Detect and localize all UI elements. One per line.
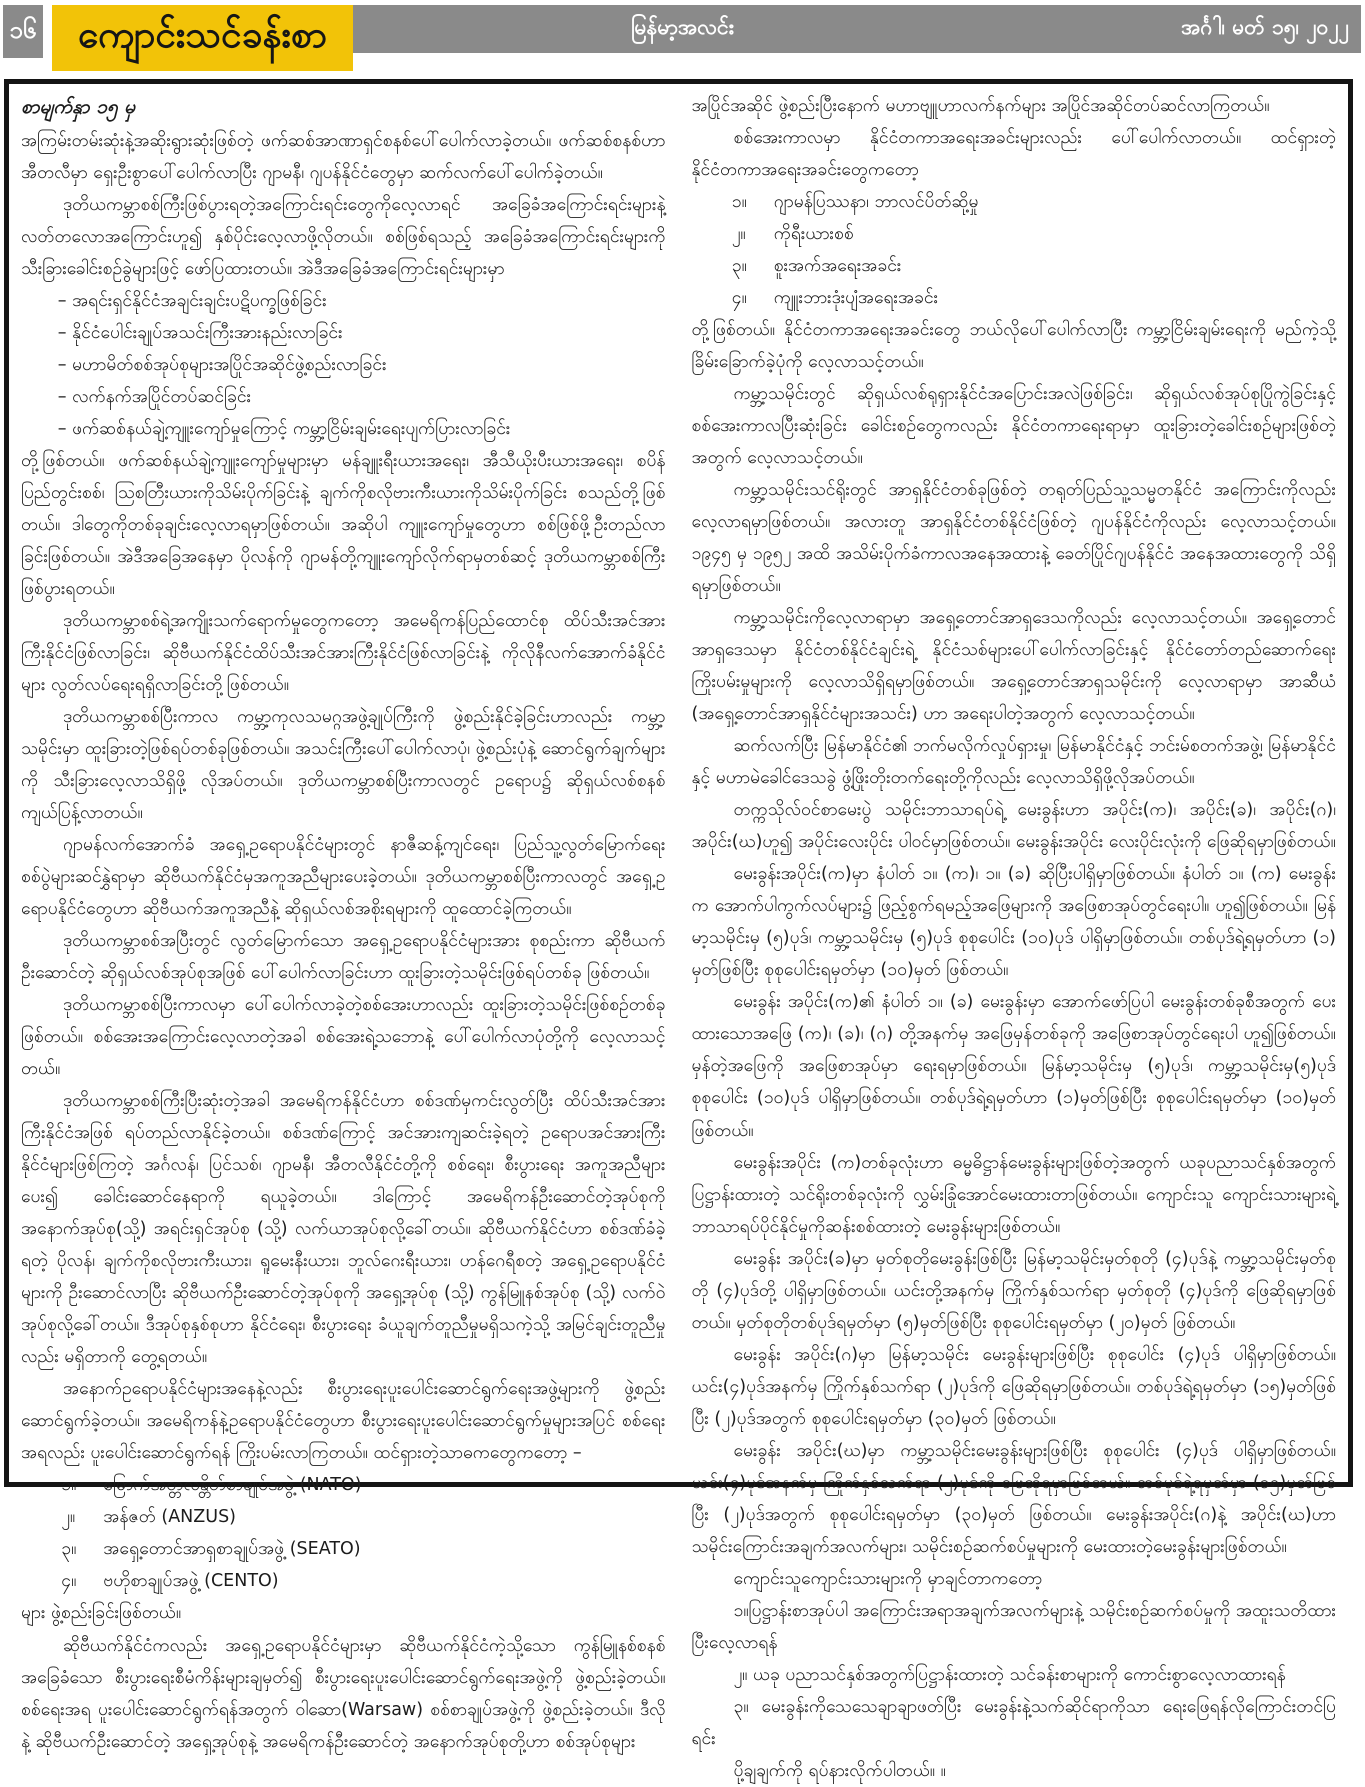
list-item [692, 218, 1337, 250]
text-run: စူးအက်အရေးအခင်း [773, 256, 902, 277]
text-run: ဆက်လက်ပြီး မြန်မာနိုင်ငံ၏ ဘက်မလိုက်လှုပ်ရှားမှု၊ မြန်မာနိုင်ငံနှင့် ဘင်းမ်စတက်အဖွဲ့၊ မြန်မာနိုင်ငံနှင့် မဟာမဲခေါင်ဒေသခွဲ ဖွံ့ဖြိုးတိုးတက်ရေးတို့ကိုလည်း လေ့လာသိရှိဖို့လိုအပ်တယ်။ [691, 736, 1336, 789]
paragraph [692, 602, 1337, 730]
list-item [21, 1469, 666, 1501]
paragraph [21, 1085, 666, 1373]
newspaper-name: မြန်မာ့အလင်း [631, 14, 734, 39]
paragraph [21, 701, 666, 829]
paragraph [692, 474, 1337, 602]
list-item [21, 1533, 666, 1565]
right-column [691, 90, 1337, 1781]
list-item [21, 285, 666, 317]
paragraph [692, 794, 1337, 858]
paragraph [692, 1339, 1337, 1435]
paragraph [21, 445, 666, 605]
paragraph [692, 314, 1337, 378]
text-run: အနောက်ဥရောပနိုင်ငံများအနေနဲ့လည်း စီးပွားရေးပူးပေါင်းဆောင်ရွက်ရေးအဖွဲ့များကို ဖွဲ့စည်းဆောင်ရွက်ခဲ့တယ်။ အမေရိကန်နဲ့ဥရောပနိုင်ငံတွေဟာ စီးပွားရေးပူးပေါင်းဆောင်ရွက်မှုများအပြင် စစ်ရေးအရလည်း ပူးပေါင်းဆောင်ရွက်ရန် ကြိုးပမ်းလာကြတယ်။ ထင်ရှားတဲ့သာဓကတွေကတော့ – [21, 1379, 666, 1464]
list-item-number: ၁။ [731, 192, 747, 213]
paragraph [692, 1147, 1337, 1243]
text-run: တက္ကသိုလ်ဝင်စာမေးပွဲ သမိုင်းဘာသာရပ်ရဲ့ မေးခွန်းဟာ အပိုင်း(က)၊ အပိုင်း(ခ)၊ အပိုင်း(ဂ)၊ အပိုင်း(ဃ)ဟူ၍ အပိုင်းလေးပိုင်း ပါဝင်မှာဖြစ်တယ်။ မေးခွန်းအပိုင်း လေးပိုင်းလုံးကို ဖြေဆိုရမှာဖြစ်တယ်။ [691, 800, 1336, 853]
text-run: အရှေ့တောင်အာရှစာချုပ်အဖွဲ့ (SEATO) [103, 1539, 361, 1560]
text-run: ဆိုဗီယက်နိုင်ငံကလည်း အရှေ့ဥရောပနိုင်ငံများမှာ ဆိုဗီယက်နိုင်ငံကဲ့သို့သော ကွန်မြူနစ်စနစ်အခြေခံသော စီးပွားရေးစီမံကိန်းများချမှတ်၍ စီးပွားရေးပူးပေါင်းဆောင်ရွက်ရေးအဖွဲ့ကို ဖွဲ့စည်းခဲ့တယ်။ စစ်ရေးအရ ပူးပေါင်းဆောင်ရွက်ရန်အတွက် ဝါဆော(Warsaw) စစ်စာချုပ်အဖွဲ့ကို ဖွဲ့စည်းခဲ့တယ်။ ဒီလိုနဲ့ ဆိုဗီယက်ဦးဆောင်တဲ့ အရှေ့အုပ်စုနဲ့ အမေရိကန်ဦးဆောင်တဲ့ အနောက်အုပ်စုတို့ဟာ စစ်အုပ်စုများ [21, 1635, 666, 1752]
text-run: ပို့ချချက်ကို ရပ်နားလိုက်ပါတယ်။ ။ [733, 1760, 946, 1781]
list-item-number: ၃။ [731, 256, 747, 277]
list-item-number: ၂။ [61, 1507, 76, 1528]
paragraph [692, 1755, 1337, 1787]
text-run: အန်ဇတ် (ANZUS) [103, 1507, 237, 1528]
text-run: မြောက်အတ္တလန္တိတ်စာချုပ်အဖွဲ့ (NATO) [103, 1475, 362, 1496]
text-run: မေးခွန်းအပိုင်း (က)တစ်ခုလုံးဟာ ဓမ္မဓိဋ္ဌာန်မေးခွန်းများဖြစ်တဲ့အတွက် ယခုပညာသင်နှစ်အတွက် ပြဋ္ဌာန်းထားတဲ့ သင်ရိုးတစ်ခုလုံးကို လွှမ်းခြုံအောင်မေးထားတာဖြစ်တယ်။ ကျောင်းသူ ကျောင်းသားများရဲ့ ဘာသာရပ်ပိုင်နိုင်မှုကိုဆန်းစစ်ထားတဲ့ မေးခွန်းများဖြစ်တယ်။ [691, 1152, 1336, 1237]
paragraph [692, 1659, 1337, 1691]
list-item-number: ၃။ [61, 1539, 77, 1560]
list-item [692, 186, 1337, 218]
paragraph [692, 122, 1337, 186]
text-run: ၁။ပြဋ္ဌာန်းစာအုပ်ပါ အကြောင်းအရာအချက်အလက်များနဲ့ သမိုင်းစဉ်ဆက်စပ်မှုကို အထူးသတိထားပြီးလေ့လာရန် [691, 1600, 1336, 1653]
issue-date: အင်္ဂါ၊ မတ် ၁၅၊ ၂၀၂၂ [1181, 14, 1349, 39]
list-item [21, 317, 666, 349]
paragraph [21, 1630, 666, 1758]
paragraph [21, 125, 666, 189]
paragraph [21, 1373, 666, 1469]
text-run: – အရင်းရှင်နိုင်ငံအချင်းချင်းပဋိပက္ခဖြစ်ခြင်း [57, 290, 327, 311]
text-run: – မဟာမိတ်စစ်အုပ်စုများအပြိုင်အဆိုင်ဖွဲ့စည်းလာခြင်း [57, 354, 387, 375]
text-run: ကမ္ဘာ့သမိုင်းတွင် ဆိုရှယ်လစ်ရုရှားနိုင်ငံအပြောင်းအလဲဖြစ်ခြင်း၊ ဆိုရှယ်လစ်အုပ်စုပြိုကွဲခြင်းနှင့် စစ်အေးကာလပြီးဆုံးခြင်း ခေါင်းစဉ်တွေကလည်း နိုင်ငံတကာရေးရာမှာ ထူးခြားတဲ့ခေါင်းစဉ်များဖြစ်တဲ့အတွက် လေ့လာသင့်တယ်။ [691, 384, 1336, 469]
text-run: ကမ္ဘာ့သမိုင်းသင်ရိုးတွင် အာရှနိုင်ငံတစ်ခုဖြစ်တဲ့ တရုတ်ပြည်သူ့သမ္မတနိုင်ငံ အကြောင်းကိုလည်း လေ့လာရမှာဖြစ်တယ်။ အလားတူ အာရှနိုင်ငံတစ်နိုင်ငံဖြစ်တဲ့ ဂျပန်နိုင်ငံကိုလည်း လေ့လာသင့်တယ်။ ၁၉၄၅ မှ ၁၉၅၂ အထိ အသိမ်းပိုက်ခံကာလအနေအထားနဲ့ ခေတ်ပြိုင်ဂျပန်နိုင်ငံ အနေအထားတွေကို သိရှိရမှာဖြစ်တယ်။ [691, 480, 1336, 597]
list-item [21, 381, 666, 413]
text-run: အပြိုင်အဆိုင် ဖွဲ့စည်းပြီးနောက် မဟာဗျူဟာလက်နက်များ အပြိုင်အဆိုင်တပ်ဆင်လာကြတယ်။ [691, 96, 1270, 116]
text-run: မေးခွန်း အပိုင်း(ခ)မှာ မှတ်စုတိုမေးခွန်းဖြစ်ပြီး မြန်မာ့သမိုင်းမှတ်စုတို (၄)ပုဒ်နဲ့ ကမ္ဘာ့သမိုင်းမှတ်စုတို (၄)ပုဒ်တို့ ပါရှိမှာဖြစ်တယ်။ ယင်းတို့အနက်မှ ကြိုက်နှစ်သက်ရာ မှတ်စုတို (၄)ပုဒ်ကို ဖြေဆိုရမှာဖြစ်တယ်။ မှတ်စုတိုတစ်ပုဒ်ရမှတ်မှာ (၅)မှတ်ဖြစ်ပြီး စုစုပေါင်းရမှတ်မှာ (၂၀)မှတ် ဖြစ်တယ်။ [691, 1248, 1336, 1333]
text-run: ဗဟိုစာချုပ်အဖွဲ့ (CENTO) [103, 1571, 279, 1592]
list-item-number: ၄။ [731, 288, 747, 309]
text-run: ကျောင်းသူကျောင်းသားများကို မှာချင်တာကတော့ [733, 1568, 1043, 1589]
text-run: မေးခွန်း အပိုင်း(ဂ)မှာ မြန်မာ့သမိုင်း မေးခွန်းများဖြစ်ပြီး စုစုပေါင်း (၄)ပုဒ် ပါရှိမှာဖြစ်တယ်။ ယင်း(၄)ပုဒ်အနက်မှ ကြိုက်နှစ်သက်ရာ (၂)ပုဒ်ကို ဖြေဆိုရမှာဖြစ်တယ်။ တစ်ပုဒ်ရဲ့ရမှတ်မှာ (၁၅)မှတ်ဖြစ်ပြီး (၂)ပုဒ်အတွက် စုစုပေါင်းရမှတ်မှာ (၃၀)မှတ် ဖြစ်တယ်။ [691, 1344, 1336, 1429]
text-run: ကျူးဘားဒုံးပျံအရေးအခင်း [773, 288, 939, 309]
text-run: ဒုတိယကမ္ဘာစစ်ကြီးဖြစ်ပွားရတဲ့အကြောင်းရင်းတွေကိုလေ့လာရင် အခြေခံအကြောင်းရင်းများနဲ့ လတ်တလောအကြောင်းဟူ၍ နှစ်ပိုင်းလေ့လာဖို့လိုတယ်။ စစ်ဖြစ်ရသည့် အခြေခံအကြောင်းရင်းများကို သီးခြားခေါင်းစဉ်ခွဲများဖြင့် ဖော်ပြထားတယ်။ အဲဒီအခြေခံအကြောင်းရင်းများမှာ [21, 194, 666, 279]
list-item-number: ၄။ [61, 1571, 77, 1592]
text-run: တို့ဖြစ်တယ်။ ဖက်ဆစ်နယ်ချဲ့ကျူးကျော်မှုများမှာ မန်ချူးရီးယားအရေး၊ အီသီယိုးပီးယားအရေး၊ စပိန်ပြည်တွင်းစစ်၊ သြစတြီးယားကိုသိမ်းပိုက်ခြင်းနဲ့ ချက်ကိုစလိုဗားကီးယားကိုသိမ်းပိုက်ခြင်း စသည်တို့ဖြစ်တယ်။ ဒါတွေကိုတစ်ခုချင်းလေ့လာရမှာဖြစ်တယ်။ အဆိုပါ ကျူးကျော်မှုတွေဟာ စစ်ဖြစ်ဖို့ဦးတည်လာခြင်းဖြစ်တယ်။ အဲဒီအခြေအနေမှာ ပိုလန်ကို ဂျာမန်တို့ကျူးကျော်လိုက်ရာမှတစ်ဆင့် ဒုတိယကမ္ဘာစစ်ကြီး ဖြစ်ပွားရတယ်။ [21, 450, 666, 599]
list-item [692, 282, 1337, 314]
text-run: စစ်အေးကာလမှာ နိုင်ငံတကာအရေးအခင်းများလည်း ပေါ်ပေါက်လာတယ်။ ထင်ရှားတဲ့ နိုင်ငံတကာအရေးအခင်းတွေကတော့ [691, 128, 1336, 181]
text-run: မေးခွန်း အပိုင်း(က)၏ နံပါတ် ၁။ (ခ) မေးခွန်းမှာ အောက်ဖော်ပြပါ မေးခွန်းတစ်ခုစီအတွက် ပေးထားသောအဖြေ (က)၊ (ခ)၊ (ဂ) တို့အနက်မှ အဖြေမှန်တစ်ခုကို အဖြေစာအုပ်တွင်ရေးပါ ဟူ၍ဖြစ်တယ်။ မှန်တဲ့အဖြေကို အဖြေစာအုပ်မှာ ရေးရမှာဖြစ်တယ်။ မြန်မာ့သမိုင်းမှ (၅)ပုဒ်၊ ကမ္ဘာ့သမိုင်းမှ(၅)ပုဒ် စုစုပေါင်း (၁၀)ပုဒ် ပါရှိမှာဖြစ်တယ်။ တစ်ပုဒ်ရဲ့ရမှတ်ဟာ (၁)မှတ်ဖြစ်ပြီး စုစုပေါင်းရမှတ်မှာ (၁၀)မှတ် ဖြစ်တယ်။ [691, 992, 1336, 1141]
list-item-number: ၁။ [61, 1475, 77, 1496]
article-body [4, 79, 1353, 1781]
text-run: ဂျာမန်ပြဿနာ၊ ဘာလင်ပိတ်ဆို့မှု [773, 192, 979, 213]
page-header [0, 0, 1365, 76]
paragraph [692, 1563, 1337, 1595]
paragraph [692, 378, 1337, 474]
paragraph [692, 858, 1337, 986]
text-run: မေးခွန်း အပိုင်း(ဃ)မှာ ကမ္ဘာ့သမိုင်းမေးခွန်းများဖြစ်ပြီး စုစုပေါင်း (၄)ပုဒ် ပါရှိမှာဖြစ်တယ်။ ယင်း(၄)ပုဒ်အနက်မှ ကြိုက်နှစ်သက်ရာ (၂)ပုဒ်ကို ဖြေဆိုရမှာဖြစ်တယ်။ တစ်ပုဒ်ရဲ့ရမှတ်မှာ (၁၅)မှတ်ဖြစ်ပြီး (၂)ပုဒ်အတွက် စုစုပေါင်းရမှတ်မှာ (၃၀)မှတ် ဖြစ်တယ်။ မေးခွန်းအပိုင်း(ဂ)နဲ့ အပိုင်း(ဃ)ဟာ သမိုင်းကြောင်းအချက်အလက်များ၊ သမိုင်းစဉ်ဆက်စပ်မှုများကို မေးထားတဲ့မေးခွန်းများဖြစ်တယ်။ [691, 1440, 1336, 1557]
list-item [21, 413, 666, 445]
paragraph [21, 1597, 666, 1629]
paragraph [692, 1435, 1337, 1563]
list-item [21, 1501, 666, 1533]
paragraph [21, 605, 666, 701]
list-item [21, 1565, 666, 1597]
text-run: – ဖက်ဆစ်နယ်ချဲ့ကျူးကျော်မှုကြောင့် ကမ္ဘာ့ငြိမ်းချမ်းရေးပျက်ပြားလာခြင်း [57, 418, 511, 439]
text-run: မေးခွန်းအပိုင်း(က)မှာ နံပါတ် ၁။ (က)၊ ၁။ (ခ) ဆိုပြီးပါရှိမှာဖြစ်တယ်။ နံပါတ် ၁။ (က) မေးခွန်းက အောက်ပါကွက်လပ်များ၌ ဖြည့်စွက်ရမည့်အဖြေများကို အဖြေစာအုပ်တွင်ရေးပါ။ ဟူ၍ဖြစ်တယ်။ မြန်မာ့သမိုင်းမှ (၅)ပုဒ်၊ ကမ္ဘာ့သမိုင်းမှ (၅)ပုဒ် စုစုပေါင်း (၁၀)ပုဒ် ပါရှိမှာဖြစ်တယ်။ တစ်ပုဒ်ရဲ့ရမှတ်ဟာ (၁) မှတ်ဖြစ်ပြီး စုစုပေါင်းရမှတ်မှာ (၁၀)မှတ် ဖြစ်တယ်။ [691, 864, 1336, 981]
text-run: အကြမ်းတမ်းဆုံးနဲ့အဆိုးရွားဆုံးဖြစ်တဲ့ ဖက်ဆစ်အာဏာရှင်စနစ်ပေါ်ပေါက်လာခဲ့တယ်။ ဖက်ဆစ်စနစ်ဟာ အီတလီမှာ ရှေးဦးစွာပေါ်ပေါက်လာပြီး ဂျာမနီ၊ ဂျပန်နိုင်ငံတွေမှာ ဆက်လက်ပေါ်ပေါက်ခဲ့တယ်။ [21, 130, 666, 183]
paragraph [21, 829, 666, 925]
paragraph [692, 730, 1337, 794]
continued-from-note [21, 90, 666, 125]
list-item [692, 250, 1337, 282]
text-run: ဒုတိယကမ္ဘာစစ်အပြီးတွင် လွတ်မြောက်သော အရှေ့ဥရောပနိုင်ငံများအား စုစည်းကာ ဆိုဗီယက်ဦးဆောင်တဲ့ ဆိုရှယ်လစ်အုပ်စုအဖြစ် ပေါ်ပေါက်လာခြင်းဟာ ထူးခြားတဲ့သမိုင်းဖြစ်ရပ်တစ်ခု ဖြစ်တယ်။ [21, 931, 666, 984]
text-run: ကမ္ဘာ့သမိုင်းကိုလေ့လာရာမှာ အရှေ့တောင်အာရှဒေသကိုလည်း လေ့လာသင့်တယ်။ အရှေ့တောင်အာရှဒေသမှာ နိုင်ငံတစ်နိုင်ငံချင်းရဲ့ နိုင်ငံသစ်များပေါ်ပေါက်လာခြင်းနှင့် နိုင်ငံတော်တည်ဆောက်ရေး ကြိုးပမ်းမှုများကို လေ့လာသိရှိရမှာဖြစ်တယ်။ အရှေ့တောင်အာရှသမိုင်းကို လေ့လာရာမှာ အာဆီယံ (အရှေ့တောင်အာရှနိုင်ငံများအသင်း) ဟာ အရေးပါတဲ့အတွက် လေ့လာသင့်တယ်။ [691, 608, 1336, 725]
text-run: – နိုင်ငံပေါင်းချုပ်အသင်းကြီးအားနည်းလာခြင်း [57, 322, 343, 343]
text-run: ၂။ ယခု ပညာသင်နှစ်အတွက်ပြဋ္ဌာန်းထားတဲ့ သင်ခန်းစာများကို ကောင်းစွာလေ့လာထားရန် [733, 1664, 1286, 1685]
text-run: ဒုတိယကမ္ဘာစစ်ပြီးကာလမှာ ပေါ်ပေါက်လာခဲ့တဲ့စစ်အေးဟာလည်း ထူးခြားတဲ့သမိုင်းဖြစ်စဉ်တစ်ခုဖြစ်တယ်။ စစ်အေးအကြောင်းလေ့လာတဲ့အခါ စစ်အေးရဲ့သဘောနဲ့ ပေါ်ပေါက်လာပုံတို့ကို လေ့လာသင့်တယ်။ [21, 995, 666, 1080]
paragraph [692, 1595, 1337, 1659]
paragraph [692, 90, 1337, 122]
page-number: ၁၆ [3, 5, 43, 58]
text-run: ကိုရီးယားစစ် [773, 224, 854, 245]
paragraph [692, 1243, 1337, 1339]
text-run: – လက်နက်အပြိုင်တပ်ဆင်ခြင်း [57, 386, 252, 407]
text-run: စာမျက်နှာ ၁၅ မှ [21, 96, 136, 118]
left-column [21, 90, 666, 1752]
list-item-number: ၂။ [731, 224, 746, 245]
text-run: ဂျာမန်လက်အောက်ခံ အရှေ့ဥရောပနိုင်ငံများတွင် နာဇီဆန့်ကျင်ရေး၊ ပြည်သူ့လွတ်မြောက်ရေး စစ်ပွဲများဆင်နွှဲရာမှာ ဆိုဗီယက်နိုင်ငံမှအကူအညီများပေးခဲ့တယ်။ ဒုတိယကမ္ဘာစစ်ပြီးကာလတွင် အရှေ့ဥရောပနိုင်ငံတွေဟာ ဆိုဗီယက်အကူအညီနဲ့ ဆိုရှယ်လစ်အစိုးရများကို ထူထောင်ခဲ့ကြတယ်။ [21, 835, 666, 920]
text-run: ဒုတိယကမ္ဘာစစ်ပြီးကာလ ကမ္ဘာ့ကုလသမဂ္ဂအဖွဲ့ချုပ်ကြီးကို ဖွဲ့စည်းနိုင်ခဲ့ခြင်းဟာလည်း ကမ္ဘာ့သမိုင်းမှာ ထူးခြားတဲ့ဖြစ်ရပ်တစ်ခုဖြစ်တယ်။ အသင်းကြီးပေါ်ပေါက်လာပုံ၊ ဖွဲ့စည်းပုံနဲ့ ဆောင်ရွက်ချက်များကို သီးခြားလေ့လာသိရှိဖို့ လိုအပ်တယ်။ ဒုတိယကမ္ဘာစစ်ပြီးကာလတွင် ဥရောပ၌ ဆိုရှယ်လစ်စနစ်ကျယ်ပြန့်လာတယ်။ [21, 707, 666, 824]
paragraph [692, 1691, 1337, 1755]
text-run: ၃။ မေးခွန်းကိုသေသေချာချာဖတ်ပြီး မေးခွန်းနဲ့သက်ဆိုင်ရာကိုသာ ရေးဖြေရန်လိုကြောင်းတင်ပြရင်း [691, 1696, 1336, 1749]
list-item [21, 349, 666, 381]
paragraph [21, 989, 666, 1085]
paragraph [692, 986, 1337, 1146]
paragraph [21, 925, 666, 989]
text-run: များ ဖွဲ့စည်းခြင်းဖြစ်တယ်။ [21, 1603, 182, 1624]
paragraph [21, 189, 666, 285]
text-run: ဒုတိယကမ္ဘာစစ်ရဲ့အကျိုးသက်ရောက်မှုတွေကတော့ အမေရိကန်ပြည်ထောင်စု ထိပ်သီးအင်အားကြီးနိုင်ငံဖြစ်လာခြင်း၊ ဆိုဗီယက်နိုင်ငံထိပ်သီးအင်အားကြီးနိုင်ငံဖြစ်လာခြင်းနဲ့ ကိုလိုနီလက်အောက်ခံနိုင်ငံများ လွတ်လပ်ရေးရရှိလာခြင်းတို့ဖြစ်တယ်။ [21, 611, 666, 696]
text-run: တို့ဖြစ်တယ်။ နိုင်ငံတကာအရေးအခင်းတွေ ဘယ်လိုပေါ်ပေါက်လာပြီး ကမ္ဘာ့ငြိမ်းချမ်းရေးကို မည်ကဲ့သို့ ခြိမ်းခြောက်ခဲ့ပုံကို လေ့လာသင့်တယ်။ [691, 320, 1336, 373]
text-run: ဒုတိယကမ္ဘာစစ်ကြီးပြီးဆုံးတဲ့အခါ အမေရိကန်နိုင်ငံဟာ စစ်ဒဏ်မှကင်းလွတ်ပြီး ထိပ်သီးအင်အားကြီးနိုင်ငံအဖြစ် ရပ်တည်လာနိုင်ခဲ့တယ်။ စစ်ဒဏ်ကြောင့် အင်အားကျဆင်းခဲ့ရတဲ့ ဥရောပအင်အားကြီးနိုင်ငံများဖြစ်ကြတဲ့ အင်္ဂလန်၊ ပြင်သစ်၊ ဂျာမနီ၊ အီတလီနိုင်ငံတို့ကို စစ်ရေး၊ စီးပွားရေး အကူအညီများပေး၍ ခေါင်းဆောင်နေရာကို ရယူခဲ့တယ်။ ဒါကြောင့် အမေရိကန်ဦးဆောင်တဲ့အုပ်စုကို အနောက်အုပ်စု(သို့) အရင်းရှင်အုပ်စု (သို့) လက်ယာအုပ်စုလို့ခေါ်တယ်။ ဆိုဗီယက်နိုင်ငံဟာ စစ်ဒဏ်ခံခဲ့ရတဲ့ ပိုလန်၊ ချက်ကိုစလိုဗားကီးယား၊ ရူမေးနီးယား၊ ဘူလ်ဂေးရီးယား၊ ဟန်ဂေရီစတဲ့ အရှေ့ဥရောပနိုင်ငံများကို ဦးဆောင်လာပြီး ဆိုဗီယက်ဦးဆောင်တဲ့အုပ်စုကို အရှေ့အုပ်စု (သို့) ကွန်မြူနစ်အုပ်စု (သို့) လက်ဝဲအုပ်စုလို့ခေါ်တယ်။ ဒီအုပ်စုနှစ်စုဟာ နိုင်ငံရေး၊ စီးပွားရေး ခံယူချက်တူညီမှုမရှိသကဲ့သို့ အမြင်ချင်းတူညီမှုလည်း မရှိတာကို တွေ့ရတယ်။ [21, 1091, 666, 1368]
section-title: ကျောင်းသင်ခန်းစာ [52, 5, 353, 71]
